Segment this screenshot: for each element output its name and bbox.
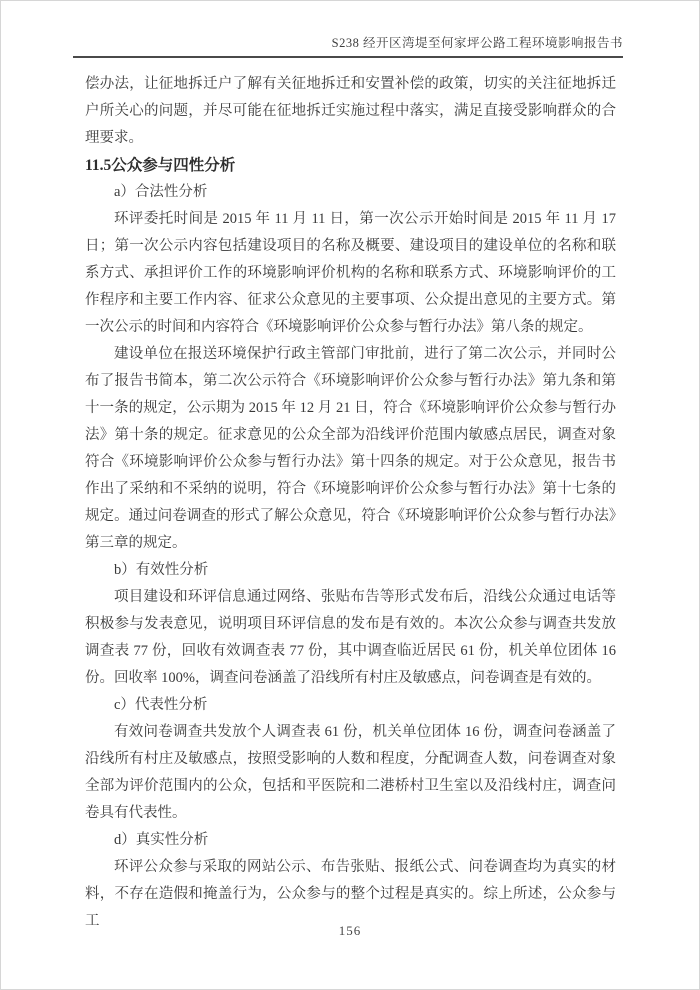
- paragraph-continuation: 偿办法，让征地拆迁户了解有关征地拆迁和安置补偿的政策，切实的关注征地拆迁户所关心的问题，并尽可能在征地拆迁实施过程中落实，满足直接受影响群众的合理要求。: [85, 76, 616, 146]
- page-number: 156: [338, 923, 362, 938]
- paragraph-representativeness: 有效问卷调查共发放个人调查表 61 份，机关单位团体 16 份，调查问卷涵盖了沿线所有村庄及敏感点，按照受影响的人数和程度，分配调查人数，问卷调查对象全部为评价范围内的公众，包括和平医院和二港桥村卫生室以及沿线村庄，调查问卷具有代表性。: [85, 724, 616, 821]
- report-title: S238 经开区湾堤至何家坪公路工程环境影响报告书: [73, 33, 623, 58]
- subsection-label-d: d）真实性分析: [114, 832, 209, 848]
- page-body: [85, 71, 616, 935]
- page-header: [73, 33, 623, 58]
- section-heading: 11.5公众参与四性分析: [85, 157, 236, 174]
- page-footer: [1, 923, 699, 939]
- paragraph-legality-2: 建设单位在报送环境保护行政主管部门审批前，进行了第二次公示，并同时公布了报告书简本，第二次公示符合《环境影响评价公众参与暂行办法》第九条和第十一条的规定，公示期为 2015 年 12 月 21 日，符合《环境影响评价公众参与暂行办法》第十条的规定。征求意见的公众全部为沿线评价范围内敏感点居民，调查对象符合《环境影响评价公众参与暂行办法》第十四条的规定。对于公众意见，报告书作出了采纳和不采纳的说明，符合《环境影响评价公众参与暂行办法》第十七条的规定。通过问卷调查的形式了解公众意见，符合《环境影响评价公众参与暂行办法》第三章的规定。: [85, 346, 616, 551]
- subsection-label-a: a）合法性分析: [114, 184, 208, 200]
- paragraph-authenticity: 环评公众参与采取的网站公示、布告张贴、报纸公式、问卷调查均为真实的材料，不存在造假和掩盖行为，公众参与的整个过程是真实的。综上所述，公众参与工: [85, 859, 616, 929]
- subsection-label-c: c）代表性分析: [114, 697, 208, 713]
- subsection-label-b: b）有效性分析: [114, 562, 209, 578]
- paragraph-legality-1: 环评委托时间是 2015 年 11 月 11 日，第一次公示开始时间是 2015 年 11 月 17 日；第一次公示内容包括建设项目的名称及概要、建设项目的建设单位的名称和联系方式、承担评价工作的环境影响评价机构的名称和联系方式、环境影响评价的工作程序和主要工作内容、征求公众意见的主要事项、公众提出意见的主要方式。第一次公示的时间和内容符合《环境影响评价公众参与暂行办法》第八条的规定。: [85, 211, 616, 335]
- paragraph-effectiveness: 项目建设和环评信息通过网络、张贴布告等形式发布后，沿线公众通过电话等积极参与发表意见，说明项目环评信息的发布是有效的。本次公众参与调查共发放调查表 77 份，回收有效调查表 77 份，其中调查临近居民 61 份，机关单位团体 16 份。回收率 100%，调查问卷涵盖了沿线所有村庄及敏感点，问卷调查是有效的。: [85, 589, 616, 686]
